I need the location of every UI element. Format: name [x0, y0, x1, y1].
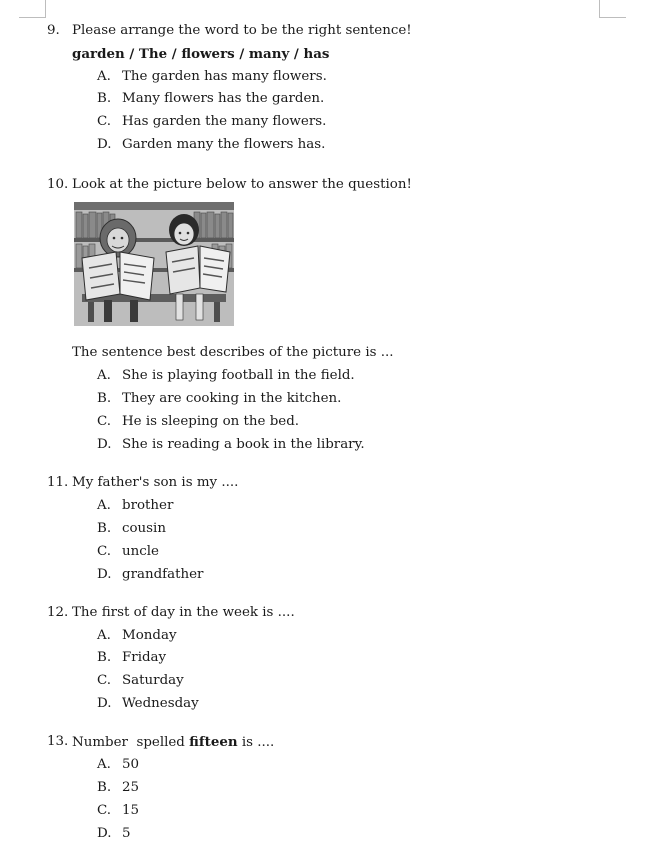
question-text: The first of day in the week is .... [72, 605, 295, 620]
option-letter: B. [97, 91, 112, 106]
page-corner-mark-left [19, 0, 46, 18]
library-reading-picture [74, 202, 234, 326]
bold-word: fifteen [189, 734, 238, 750]
option-letter: C. [97, 414, 112, 429]
option-letter: B. [97, 650, 112, 665]
question-number: 13. [47, 734, 69, 749]
option-letter: C. [97, 803, 112, 818]
question-text: Look at the picture below to answer the question! [72, 177, 412, 192]
option-letter: D. [97, 567, 112, 582]
question-text-start: Number spelled [72, 735, 190, 750]
question-number: 11. [47, 475, 69, 490]
option-letter: A. [97, 757, 111, 772]
option-text: She is playing football in the field. [122, 368, 355, 383]
option-letter: B. [97, 521, 112, 536]
option-text: grandfather [122, 567, 204, 582]
option-text: Has garden the many flowers. [122, 114, 327, 129]
option-text: Garden many the flowers has. [122, 137, 326, 152]
question-number: 12. [47, 605, 69, 620]
option-letter: D. [97, 137, 112, 152]
question-text: My father's son is my .... [72, 475, 239, 490]
question-text-end: is .... [237, 735, 275, 750]
question-text [72, 733, 274, 752]
option-letter: D. [97, 826, 112, 841]
option-letter: A. [97, 368, 111, 383]
option-text: Monday [122, 628, 177, 643]
option-text: They are cooking in the kitchen. [122, 391, 342, 406]
option-text: brother [122, 498, 174, 513]
question-text: The sentence best describes of the picture is ... [72, 345, 394, 360]
option-letter: C. [97, 114, 112, 129]
page-corner-mark-right [599, 0, 626, 18]
scrambled-words: garden / The / flowers / many / has [72, 46, 330, 62]
option-text: Saturday [122, 673, 184, 688]
option-text: 5 [122, 826, 131, 841]
option-text: 25 [122, 780, 140, 795]
option-text: The garden has many flowers. [122, 69, 327, 84]
question-text: Please arrange the word to be the right sentence! [72, 23, 412, 38]
option-letter: D. [97, 696, 112, 711]
option-letter: C. [97, 544, 112, 559]
question-number: 10. [47, 177, 69, 192]
option-text: She is reading a book in the library. [122, 437, 365, 452]
option-text: He is sleeping on the bed. [122, 414, 300, 429]
option-text: Friday [122, 650, 167, 665]
option-letter: C. [97, 673, 112, 688]
option-text: Wednesday [122, 696, 199, 711]
option-letter: B. [97, 780, 112, 795]
option-text: uncle [122, 544, 159, 559]
option-text: 15 [122, 803, 140, 818]
option-letter: A. [97, 498, 111, 513]
question-number: 9. [47, 23, 60, 38]
option-text: Many flowers has the garden. [122, 91, 325, 106]
option-letter: D. [97, 437, 112, 452]
option-letter: B. [97, 391, 112, 406]
option-text: 50 [122, 757, 140, 772]
option-text: cousin [122, 521, 166, 536]
option-letter: A. [97, 628, 111, 643]
option-letter: A. [97, 69, 111, 84]
